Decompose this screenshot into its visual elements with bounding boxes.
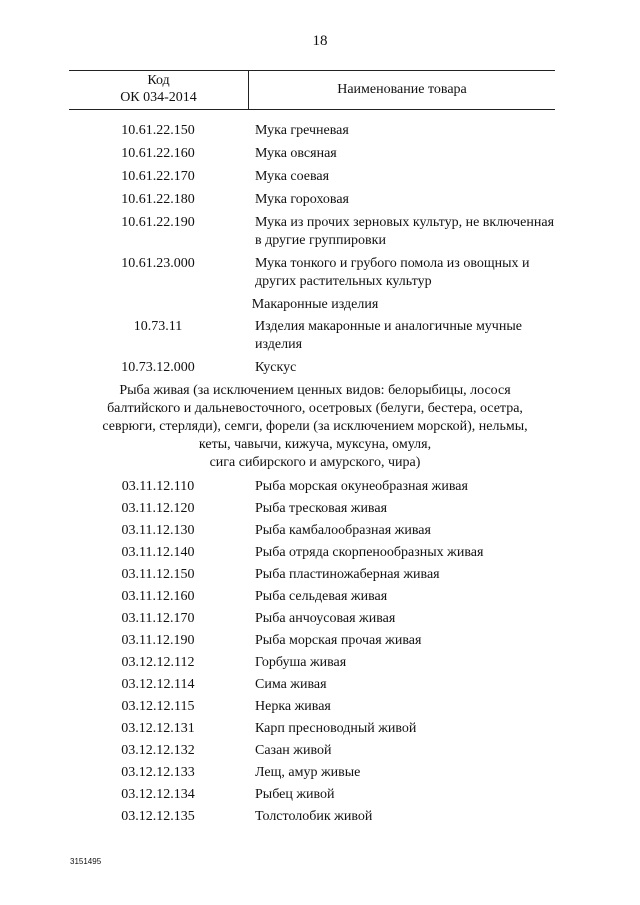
product-name: Рыба тресковая живая (255, 501, 388, 516)
product-code: 03.11.12.190 (121, 633, 195, 648)
footer-document-code: 3151495 (70, 857, 102, 866)
product-name: Рыбец живой (255, 787, 335, 802)
table-header-bottom-border (69, 109, 555, 110)
table-row (69, 698, 569, 716)
product-code: 03.12.12.114 (121, 677, 195, 692)
table-row (69, 145, 569, 163)
product-code: 03.12.12.134 (121, 787, 195, 802)
table-row (69, 808, 569, 826)
product-code: 10.73.12.000 (121, 360, 195, 375)
table-row (69, 122, 569, 140)
product-name: Рыба камбалообразная живая (255, 523, 431, 538)
table-row (69, 676, 569, 694)
product-code: 10.61.22.150 (121, 123, 195, 138)
product-code: 03.12.12.131 (121, 721, 195, 736)
table-row (69, 786, 569, 804)
product-name: Мука гречневая (255, 123, 349, 138)
table-row (69, 359, 569, 377)
fish-heading-line: Рыба живая (за исключением ценных видов: белорыбицы, лосося (119, 383, 511, 398)
table-row (69, 544, 569, 562)
table-row (69, 742, 569, 760)
product-name: Мука соевая (255, 169, 330, 184)
rows-flour (69, 122, 569, 291)
table-header-top-border (69, 70, 555, 71)
header-code-column (69, 72, 248, 106)
product-code: 10.61.23.000 (121, 256, 195, 271)
product-code: 10.61.22.160 (121, 146, 195, 161)
table-row (69, 478, 569, 496)
product-code: 10.73.11 (133, 319, 183, 334)
product-code: 03.12.12.133 (121, 765, 195, 780)
product-name: Толстолобик живой (255, 809, 373, 824)
product-name: Рыба морская окунеобразная живая (255, 479, 468, 494)
fish-heading-line: севрюги, стерляди), семги, форели (за исключением морской), нельмы, (102, 419, 528, 434)
product-name: Сима живая (255, 677, 327, 692)
product-name: Лещ, амур живые (255, 765, 361, 780)
table-row (69, 720, 569, 738)
page-number: 18 (312, 33, 328, 49)
product-name: Изделия макаронные и аналогичные мучные изделия (255, 319, 522, 352)
product-code: 03.11.12.120 (121, 501, 195, 516)
section-title-pasta: Макаронные изделия (251, 297, 379, 312)
product-code: 10.61.22.170 (121, 169, 195, 184)
product-code: 03.11.12.140 (121, 545, 195, 560)
product-code: 03.11.12.110 (121, 479, 195, 494)
table-row (69, 500, 569, 518)
fish-heading-line: сига сибирского и амурского, чира) (209, 455, 421, 470)
product-name: Мука овсяная (255, 146, 337, 161)
table-row (69, 318, 569, 354)
product-name: Рыба пластиножаберная живая (255, 567, 440, 582)
product-name: Мука гороховая (255, 192, 349, 207)
table-row (69, 168, 569, 186)
header-code-label: Код (147, 73, 170, 88)
product-code: 03.11.12.160 (121, 589, 195, 604)
table-row (69, 632, 569, 650)
product-code: 10.61.22.180 (121, 192, 195, 207)
product-name: Сазан живой (255, 743, 332, 758)
product-code: 03.12.12.115 (121, 699, 195, 714)
product-name: Мука из прочих зерновых культур, не включенная в другие группировки (255, 215, 555, 248)
product-code: 10.61.22.190 (121, 215, 195, 230)
fish-heading-line: балтийского и дальневосточного, осетровых (белуги, бестера, осетра, (107, 401, 523, 416)
product-name: Рыба морская прочая живая (255, 633, 422, 648)
table-row (69, 654, 569, 672)
rows-pasta (69, 318, 569, 377)
product-name: Мука тонкого и грубого помола из овощных и других растительных культур (255, 256, 530, 289)
table-row (69, 214, 569, 250)
product-name: Рыба анчоусовая живая (255, 611, 396, 626)
table-row (69, 255, 569, 291)
product-code: 03.12.12.132 (121, 743, 195, 758)
table-row (69, 522, 569, 540)
rows-fish (69, 478, 569, 826)
product-name: Нерка живая (255, 699, 331, 714)
table-row (69, 191, 569, 209)
section-heading-fish (69, 382, 561, 472)
table-body (69, 122, 569, 830)
fish-heading-line: кеты, чавычи, кижуча, муксуна, омуля, (198, 437, 432, 452)
product-name: Рыба отряда скорпенообразных живая (255, 545, 484, 560)
table-row (69, 764, 569, 782)
product-code: 03.11.12.170 (121, 611, 195, 626)
header-code-standard: ОК 034-2014 (120, 90, 197, 105)
product-name: Горбуша живая (255, 655, 347, 670)
table-row (69, 566, 569, 584)
table-row (69, 588, 569, 606)
product-code: 03.11.12.130 (121, 523, 195, 538)
table-row (69, 610, 569, 628)
product-name: Кускус (255, 360, 297, 375)
product-code: 03.11.12.150 (121, 567, 195, 582)
product-name: Рыба сельдевая живая (255, 589, 388, 604)
header-name-column: Наименование товара (337, 82, 467, 97)
product-code: 03.12.12.112 (121, 655, 195, 670)
product-name: Карп пресноводный живой (255, 721, 417, 736)
product-code: 03.12.12.135 (121, 809, 195, 824)
